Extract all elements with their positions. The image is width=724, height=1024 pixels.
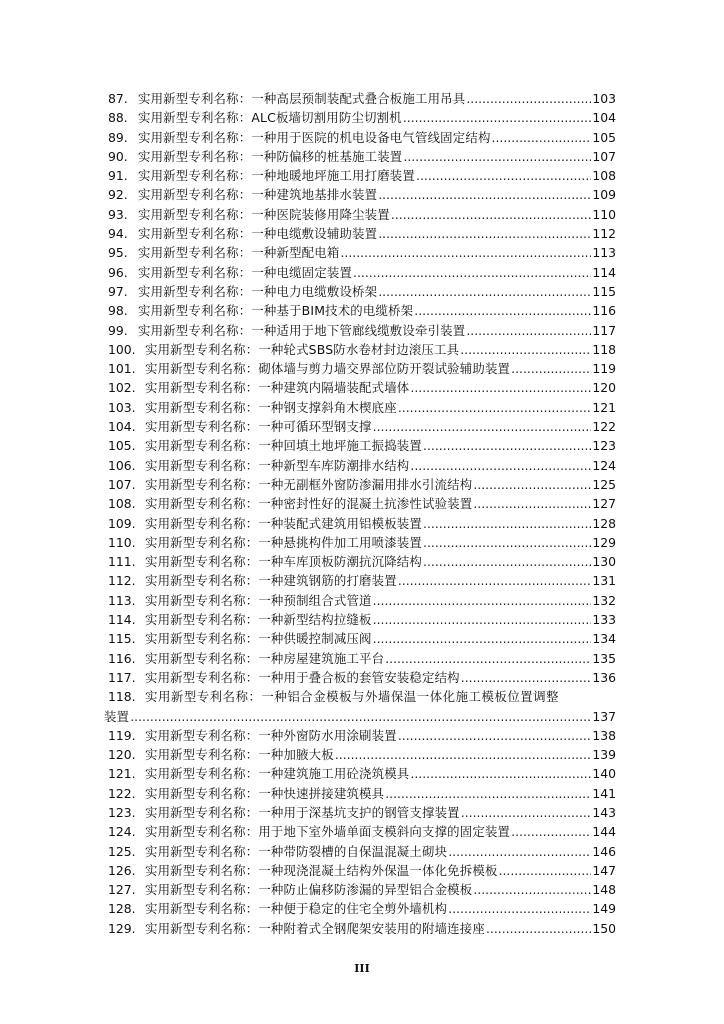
toc-entry-title: 实用新型专利名称：一种用于医院的机电设备电气管线固定结构 — [138, 129, 491, 145]
dot-leader — [398, 398, 592, 417]
toc-entry-title: 实用新型专利名称：一种用于深基坑支护的钢管支撑装置 — [145, 804, 460, 820]
toc-entry[interactable] — [108, 282, 616, 301]
dot-leader — [130, 707, 591, 726]
toc-entry-page: 141 — [592, 785, 616, 801]
toc-entry-title: 实用新型专利名称：一种防偏移的桩基施工装置 — [138, 148, 403, 164]
dot-leader — [403, 108, 591, 127]
dot-leader — [423, 514, 591, 533]
toc-entry-title: 实用新型专利名称：一种新型配电箱 — [138, 245, 340, 261]
toc-entry[interactable] — [108, 494, 616, 513]
toc-entry-title: 实用新型专利名称：一种医院装修用降尘装置 — [138, 206, 390, 222]
toc-entry-page: 103 — [592, 91, 616, 106]
dot-leader — [461, 803, 592, 822]
toc-entry[interactable] — [108, 687, 616, 706]
toc-entry-number: 98. — [108, 303, 128, 319]
toc-entry-title: 实用新型专利名称：一种外窗防水用涂刷装置 — [145, 727, 397, 743]
toc-entry-page: 134 — [592, 631, 616, 647]
toc-entry-page: 110 — [592, 206, 616, 222]
toc-entry[interactable] — [108, 108, 616, 127]
toc-entry[interactable] — [108, 224, 616, 243]
toc-entry-title: 实用新型专利名称：一种加腋大板 — [145, 747, 334, 763]
toc-entry-number: 119. — [108, 727, 136, 743]
toc-entry[interactable] — [108, 571, 616, 590]
toc-entry-page: 115 — [592, 283, 616, 299]
toc-entry-page: 105 — [592, 129, 616, 145]
toc-entry[interactable] — [108, 861, 616, 880]
dot-leader — [423, 533, 591, 552]
toc-entry-number: 97. — [108, 283, 128, 299]
toc-entry[interactable] — [108, 726, 616, 745]
dot-leader — [448, 899, 591, 918]
dot-leader — [378, 224, 591, 243]
toc-entry-number: 100. — [108, 341, 136, 357]
toc-entry[interactable] — [108, 822, 616, 841]
toc-entry-number: 92. — [108, 187, 128, 203]
toc-entry-number: 128. — [108, 901, 136, 917]
toc-entry-title: 实用新型专利名称：一种新型车库防潮排水结构 — [145, 457, 410, 473]
toc-entry-title: 实用新型专利名称：一种建筑地基排水装置 — [138, 187, 378, 203]
toc-entry-page: 147 — [592, 862, 616, 878]
toc-entry-title: 实用新型专利名称：一种建筑内隔墙装配式墙体 — [145, 380, 410, 396]
toc-entry[interactable] — [108, 263, 616, 282]
toc-entry-number: 90. — [108, 148, 128, 164]
toc-entry-page: 131 — [592, 573, 616, 589]
dot-leader — [423, 436, 591, 455]
toc-entry[interactable] — [108, 205, 616, 224]
dot-leader — [473, 880, 591, 899]
toc-entry-number: 110. — [108, 534, 136, 550]
toc-entry-page: 136 — [592, 669, 616, 685]
toc-entry-number: 125. — [108, 843, 136, 859]
toc-entry-number: 106. — [108, 457, 136, 473]
toc-entry-page: 116 — [592, 303, 616, 319]
toc-entry-number: 118. — [108, 689, 136, 705]
toc-entry-title: 实用新型专利名称：一种建筑施工用砼浇筑模具 — [145, 766, 410, 782]
toc-entry-page: 118 — [592, 341, 616, 357]
toc-entry-title: 实用新型专利名称：一种密封性好的混凝土抗渗性试验装置 — [145, 496, 473, 512]
toc-entry-number: 101. — [108, 361, 136, 377]
toc-entry-page: 113 — [592, 245, 616, 261]
toc-entry-page: 129 — [592, 534, 616, 550]
dot-leader — [486, 919, 591, 938]
toc-entry-title: 实用新型专利名称：一种无副框外窗防渗漏用排水引流结构 — [145, 476, 473, 492]
toc-entry[interactable] — [108, 610, 616, 629]
dot-leader — [373, 610, 592, 629]
dot-leader — [473, 494, 591, 513]
toc-entry-page: 109 — [592, 187, 616, 203]
dot-leader — [511, 359, 591, 378]
dot-leader — [378, 282, 591, 301]
toc-entry-title: 实用新型专利名称：一种带防裂槽的自保温混凝土砌块 — [145, 843, 448, 859]
dot-leader — [373, 417, 592, 436]
toc-entry-number: 126. — [108, 862, 136, 878]
toc-entry-title: 实用新型专利名称：一种地暖地坪施工用打磨装置 — [138, 168, 415, 184]
toc-entry-number: 122. — [108, 785, 136, 801]
dot-leader — [492, 128, 592, 147]
toc-entry[interactable] — [108, 436, 616, 455]
toc-entry[interactable] — [108, 378, 616, 397]
toc-entry-title: 实用新型专利名称：一种车库顶板防潮抗沉降结构 — [145, 554, 422, 570]
dot-leader — [410, 764, 591, 783]
toc-entry-number: 123. — [108, 804, 136, 820]
dot-leader — [373, 591, 592, 610]
toc-entry-number: 111. — [108, 554, 136, 570]
toc-entry-number: 116. — [108, 650, 136, 666]
toc-entry-page: 148 — [592, 882, 616, 898]
toc-entry-page: 150 — [592, 920, 616, 936]
toc-entry[interactable] — [108, 784, 616, 803]
toc-entry-title: 实用新型专利名称：一种新型结构拉缝板 — [145, 612, 372, 628]
toc-entry-page: 104 — [592, 110, 616, 126]
toc-entry-page: 143 — [592, 804, 616, 820]
toc-entry-page: 146 — [592, 843, 616, 859]
toc-entry-title: 实用新型专利名称：一种回填土地坪施工振捣装置 — [145, 438, 422, 454]
dot-leader — [385, 649, 591, 668]
dot-leader — [423, 552, 591, 571]
toc-entry-page: 135 — [592, 650, 616, 666]
dot-leader — [335, 745, 591, 764]
toc-entry[interactable] — [108, 359, 616, 378]
toc-entry-title: 实用新型专利名称：一种可循环型钢支撑 — [145, 419, 372, 435]
dot-leader — [410, 378, 591, 397]
toc-entry-title-continued: 装置 — [104, 708, 130, 724]
toc-entry-title: 实用新型专利名称：一种基于BIM技术的电缆桥架 — [138, 303, 414, 319]
toc-entry-number: 93. — [108, 206, 128, 222]
toc-entry[interactable] — [108, 803, 616, 822]
toc-entry-continuation[interactable] — [104, 707, 616, 726]
toc-entry-title: 实用新型专利名称：一种供暖控制减压阀 — [145, 631, 372, 647]
toc-entry-title: 实用新型专利名称：一种建筑钢筋的打磨装置 — [145, 573, 397, 589]
toc-entry-page: 107 — [592, 148, 616, 164]
toc-entry-title: 实用新型专利名称：一种防止偏移防渗漏的异型铝合金模板 — [145, 882, 473, 898]
toc-entry-number: 115. — [108, 631, 136, 647]
toc-entry-title: 实用新型专利名称：一种用于叠合板的套管安装稳定结构 — [145, 669, 460, 685]
toc-entry[interactable] — [108, 899, 616, 918]
toc-entry-page: 124 — [592, 457, 616, 473]
toc-entry-title: 实用新型专利名称：一种悬挑构件加工用喷漆装置 — [145, 534, 422, 550]
toc-entry[interactable] — [108, 301, 616, 320]
toc-entry[interactable] — [108, 89, 616, 108]
toc-entry[interactable] — [108, 166, 616, 185]
toc-entry-number: 114. — [108, 612, 136, 628]
toc-entry-number: 102. — [108, 380, 136, 396]
toc-entry-title: 实用新型专利名称：砌体墙与剪力墙交界部位防开裂试验辅助装置 — [145, 361, 511, 377]
toc-entry-page: 144 — [592, 824, 616, 840]
toc-entry-page: 122 — [592, 419, 616, 435]
dot-leader — [385, 784, 591, 803]
toc-entry-title: 实用新型专利名称：一种房屋建筑施工平台 — [145, 650, 385, 666]
toc-entry[interactable] — [108, 398, 616, 417]
toc-entry-title: 实用新型专利名称：一种适用于地下管廊线缆敷设牵引装置 — [138, 322, 466, 338]
toc-entry[interactable] — [108, 842, 616, 861]
dot-leader — [448, 842, 591, 861]
toc-entry-number: 127. — [108, 882, 136, 898]
toc-entry-number: 103. — [108, 399, 136, 415]
toc-entry[interactable] — [108, 514, 616, 533]
toc-entry-number: 112. — [108, 573, 136, 589]
toc-entry-page: 127 — [592, 496, 616, 512]
toc-entry-title: 实用新型专利名称：一种预制组合式管道 — [145, 592, 372, 608]
dot-leader — [398, 571, 592, 590]
toc-entry[interactable] — [108, 552, 616, 571]
toc-entry[interactable] — [108, 745, 616, 764]
toc-entry-number: 117. — [108, 669, 136, 685]
toc-entry-title: 实用新型专利名称：ALC板墙切割用防尘切割机 — [138, 110, 402, 126]
toc-entry-page: 133 — [592, 612, 616, 628]
dot-leader — [340, 243, 591, 262]
toc-entry-page: 130 — [592, 554, 616, 570]
dot-leader — [410, 456, 591, 475]
toc-entry-number: 108. — [108, 496, 136, 512]
toc-entry[interactable] — [108, 456, 616, 475]
dot-leader — [378, 185, 591, 204]
toc-entry[interactable] — [108, 417, 616, 436]
toc-entry-page: 120 — [592, 380, 616, 396]
toc-entry[interactable] — [108, 243, 616, 262]
toc-entry-page: 140 — [592, 766, 616, 782]
toc-entry-number: 109. — [108, 515, 136, 531]
dot-leader — [499, 861, 592, 880]
toc-entry[interactable] — [108, 629, 616, 648]
toc-entry-title: 实用新型专利名称：一种轮式SBS防水卷材封边滚压工具 — [145, 341, 460, 357]
toc-entry-title: 实用新型专利名称：用于地下室外墙单面支模斜向支撑的固定装置 — [145, 824, 511, 840]
toc-entry-number: 99. — [108, 322, 128, 338]
toc-entry-page: 108 — [592, 168, 616, 184]
dot-leader — [353, 263, 591, 282]
toc-entry-title: 实用新型专利名称：一种高层预制装配式叠合板施工用吊具 — [138, 91, 466, 106]
toc-entry-title: 实用新型专利名称：一种装配式建筑用铝模板装置 — [145, 515, 422, 531]
toc-entry-title: 实用新型专利名称：一种附着式全钢爬架安装用的附墙连接座 — [145, 920, 485, 936]
dot-leader — [461, 668, 592, 687]
toc-entry-page: 149 — [592, 901, 616, 917]
toc-entry-number: 113. — [108, 592, 136, 608]
toc-entry-number: 129. — [108, 920, 136, 936]
dot-leader — [414, 301, 591, 320]
toc-entry-page: 132 — [592, 592, 616, 608]
dot-leader — [391, 205, 592, 224]
toc-entry-page: 125 — [592, 476, 616, 492]
toc-entry-page: 119 — [592, 361, 616, 377]
toc-entry-number: 88. — [108, 110, 128, 126]
toc-entry[interactable] — [108, 649, 616, 668]
dot-leader — [403, 147, 591, 166]
toc-entry-title: 实用新型专利名称：一种铝合金模板与外墙保温一体化施工模板位置调整 — [145, 689, 560, 705]
toc-entry-number: 105. — [108, 438, 136, 454]
toc-entry-title: 实用新型专利名称：一种便于稳定的住宅全剪外墙机构 — [145, 901, 448, 917]
toc-entry-number: 121. — [108, 766, 136, 782]
dot-leader — [460, 340, 591, 359]
toc-entry-number: 95. — [108, 245, 128, 261]
toc-entry-page: 117 — [592, 322, 616, 338]
dot-leader — [416, 166, 591, 185]
dot-leader — [466, 89, 591, 108]
toc-entry[interactable] — [108, 533, 616, 552]
toc-entry[interactable] — [108, 147, 616, 166]
toc-entry-number: 89. — [108, 129, 128, 145]
dot-leader — [373, 629, 592, 648]
toc-entry[interactable] — [108, 880, 616, 899]
toc-entry-number: 94. — [108, 226, 128, 242]
toc-entry-page: 112 — [592, 226, 616, 242]
toc-entry-page: 128 — [592, 515, 616, 531]
toc-entry-number: 120. — [108, 747, 136, 763]
table-of-contents — [104, 89, 616, 938]
page-number-footer: III — [354, 962, 370, 975]
toc-entry[interactable] — [108, 764, 616, 783]
toc-entry-title: 实用新型专利名称：一种钢支撑斜角木楔底座 — [145, 399, 397, 415]
toc-entry-number: 87. — [108, 91, 128, 106]
toc-entry[interactable] — [108, 185, 616, 204]
toc-entry[interactable] — [108, 475, 616, 494]
toc-entry-title: 实用新型专利名称：一种快速拼接建筑模具 — [145, 785, 385, 801]
toc-entry-page: 114 — [592, 264, 616, 280]
toc-entry-title: 实用新型专利名称：一种电缆敷设辅助装置 — [138, 226, 378, 242]
toc-entry-number: 107. — [108, 476, 136, 492]
toc-entry-title: 实用新型专利名称：一种电缆固定装置 — [138, 264, 353, 280]
toc-entry-page: 123 — [592, 438, 616, 454]
toc-entry-number: 124. — [108, 824, 136, 840]
toc-entry-title: 实用新型专利名称：一种电力电缆敷设桥架 — [138, 283, 378, 299]
toc-entry[interactable] — [108, 591, 616, 610]
toc-entry[interactable] — [108, 321, 616, 340]
toc-entry[interactable] — [108, 668, 616, 687]
toc-entry[interactable] — [108, 919, 616, 938]
toc-entry-number: 91. — [108, 168, 128, 184]
dot-leader — [466, 321, 591, 340]
toc-entry-page: 137 — [592, 708, 616, 724]
dot-leader — [398, 726, 592, 745]
toc-entry-title: 实用新型专利名称：一种现浇混凝土结构外保温一体化免拆模板 — [145, 862, 498, 878]
dot-leader — [473, 475, 591, 494]
dot-leader — [511, 822, 591, 841]
toc-entry-number: 96. — [108, 264, 128, 280]
toc-entry[interactable] — [108, 340, 616, 359]
toc-entry-page: 121 — [592, 399, 616, 415]
toc-entry-number: 104. — [108, 419, 136, 435]
toc-entry-page: 138 — [592, 727, 616, 743]
toc-entry-page: 139 — [592, 747, 616, 763]
toc-entry[interactable] — [108, 128, 616, 147]
